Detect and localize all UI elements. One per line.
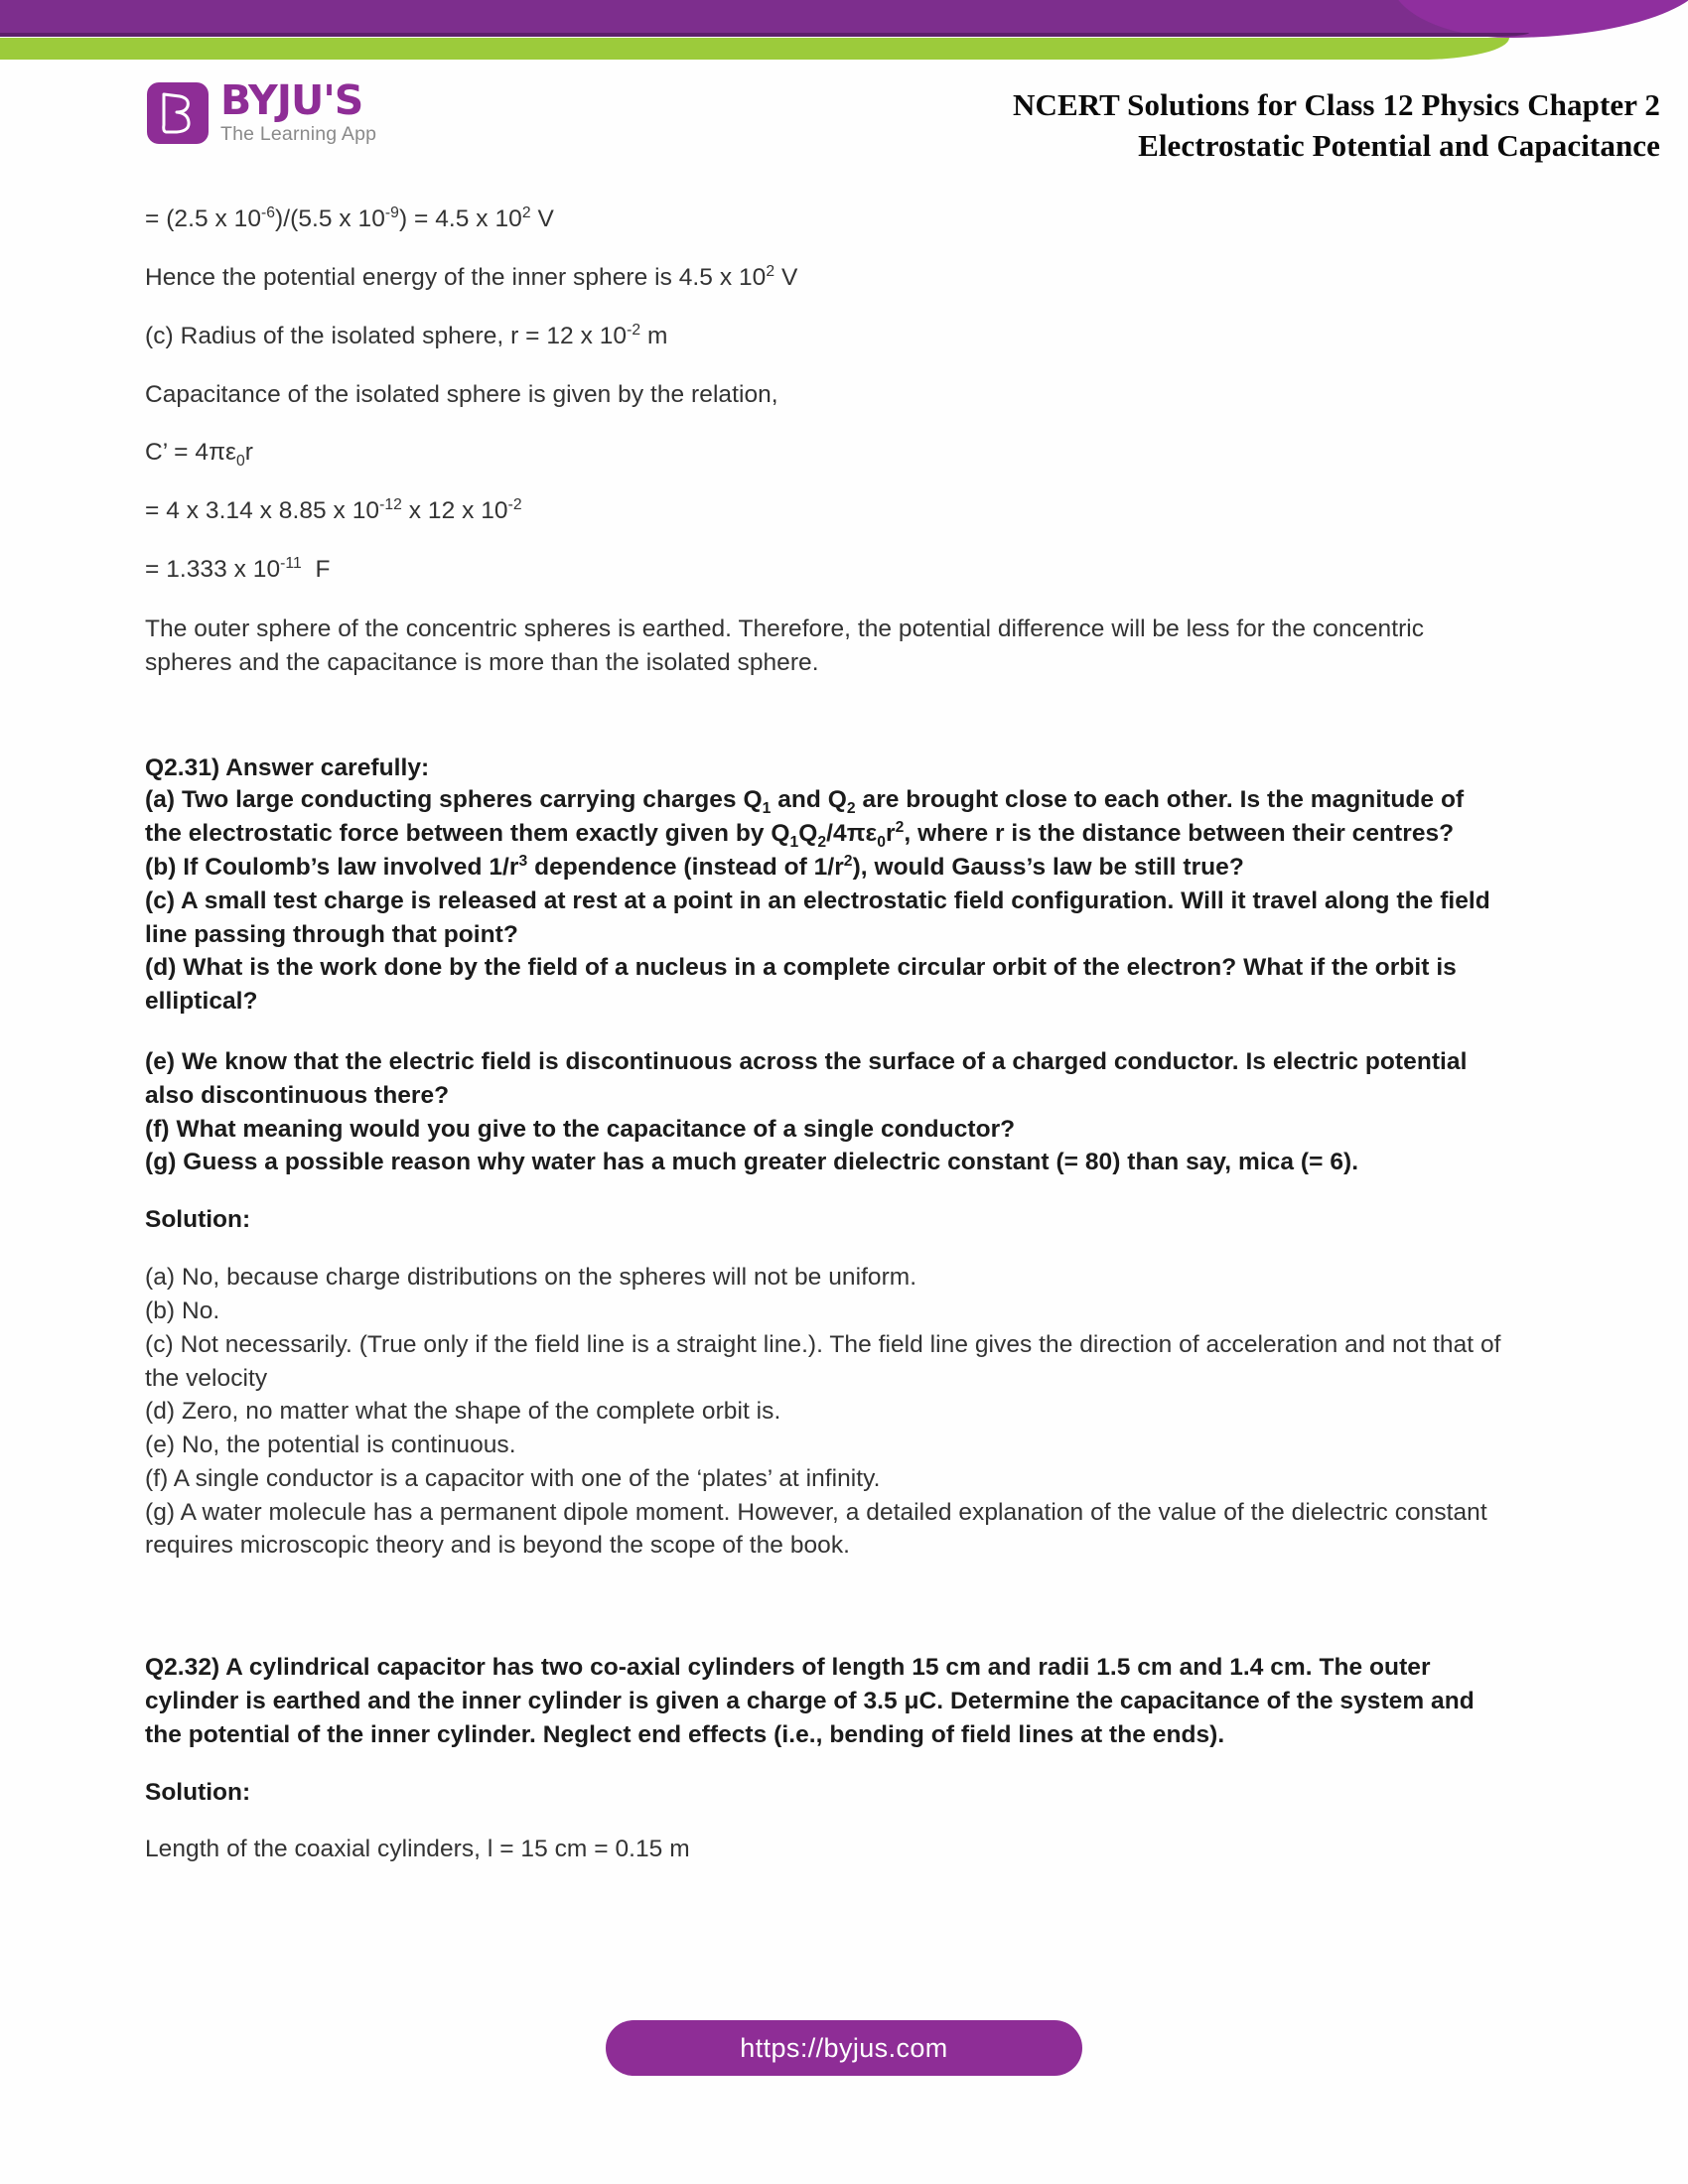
result-line: = 1.333 x $10^{-11}$ F xyxy=(145,554,331,584)
sup-neg2b: -2 xyxy=(507,496,522,514)
sub-2: 2 xyxy=(846,800,856,818)
calc-line-1: = (2.5 x $10^{-6})/(5.5$ x $10^{-9}) = 4.5$ x $10^2$ V xyxy=(145,204,554,232)
sub-1b: 1 xyxy=(789,834,799,852)
q231-answer-c: (c) Not necessarily. (True only if the field line is a straight line.). The field line gives the direction of acceleration and not that of the velocity xyxy=(145,1330,1501,1392)
page-title xyxy=(1013,85,1660,167)
q232-question: Q2.32) A cylindrical capacitor has two co-axial cylinders of length 15 cm and radii 1.5 cm and 1.4 cm. The outer cylinder is earthed and the inner cylinder is given a charge of 3.5 μC. Determine the capacitance of the system and the potential of the inner cylinder. Neglect end effects (i.e., bending of field lines at the ends). xyxy=(145,1654,1475,1748)
q231-part-g: (g) Guess a possible reason why water has a much greater dielectric constant (= 80) than say, mica (= 6). xyxy=(145,1149,1359,1176)
q231-answer-e: (e) No, the potential is continuous. xyxy=(145,1432,516,1459)
green-band xyxy=(0,38,1509,60)
byjus-b-logo-icon xyxy=(147,82,209,144)
sup-neg11: -11 xyxy=(280,554,302,572)
q232-solution-label: Solution: xyxy=(145,1778,251,1806)
b-glyph-icon xyxy=(160,91,194,135)
q231-answer-b: (b) No. xyxy=(145,1297,220,1324)
page-header xyxy=(0,60,1688,163)
sub-0b: 0 xyxy=(877,834,886,852)
sup-2: 2 xyxy=(521,204,531,221)
sup-neg6: -6 xyxy=(261,204,276,221)
q231-part-c: (c) A small test charge is released at rest at a point in an electrostatic field configuration. Will it travel along the field line passing through that point? xyxy=(145,887,1490,948)
substitution-line: = 4 x 3.14 x 8.85 x $10^{-12}$ x 12 x $10^{-2}$ xyxy=(145,496,522,525)
sup-2b: 2 xyxy=(766,262,775,280)
page-title-line1: NCERT Solutions for Class 12 Physics Chapter 2 xyxy=(1012,87,1660,122)
q231-part-d: (d) What is the work done by the field of a nucleus in a complete circular orbit of the electron? What if the orbit is elliptical? xyxy=(145,954,1457,1016)
hence-potential-line: Hence the potential energy of the inner sphere is 4.5 x $10^2$ V xyxy=(145,262,798,291)
radius-isolated-sphere-line: (c) Radius of the isolated sphere, r = 12 x $10^{-2}$ m xyxy=(145,321,668,349)
sup-3: 3 xyxy=(518,852,528,870)
decorative-top-bars xyxy=(0,0,1688,60)
q231-answer-a: (a) No, because charge distributions on the spheres will not be uniform. xyxy=(145,1264,917,1292)
q231-part-b: (b) If Coulomb’s law involved $1/r^3$ dependence (instead of $1/r^2$), would Gauss’s law be still true? xyxy=(145,852,1244,881)
capacitance-formula-line: C’ = $4\pi\varepsilon_0r$ xyxy=(145,439,253,471)
logo-name: BYJU'S xyxy=(220,76,363,124)
q231-heading: Q2.31) Answer carefully: xyxy=(145,753,430,781)
sub-zero: 0 xyxy=(236,453,245,471)
q231-answer-g: (g) A water molecule has a permanent dipole moment. However, a detailed explanation of the value of the dielectric constant requires microscopic theory and is beyond the scope of the book. xyxy=(145,1498,1487,1560)
document-body xyxy=(145,204,1505,1892)
outer-sphere-paragraph: The outer sphere of the concentric spheres is earthed. Therefore, the potential difference will be less for the concentric spheres and the capacitance is more than the isolated sphere. xyxy=(145,614,1425,676)
q231-part-f: (f) What meaning would you give to the capacitance of a single conductor? xyxy=(145,1115,1016,1143)
page-title-line2: Electrostatic Potential and Capacitance xyxy=(1138,127,1660,163)
q231-part-a: (a) Two large conducting spheres carrying charges $Q_1$ and $Q_2$ are brought close to each other. Is the magnitude of the electrostatic force between them exactly given by $Q_1Q_2/4\pi\varepsilon_0r^2$, where r is the distance between their centres? xyxy=(145,786,1465,852)
capacitance-relation-line: Capacitance of the isolated sphere is given by the relation, xyxy=(145,380,778,408)
byjus-logo xyxy=(147,76,377,146)
q231-solution-label: Solution: xyxy=(145,1206,251,1234)
purple-band xyxy=(0,0,1569,34)
sup-2c: 2 xyxy=(895,818,905,836)
section-gap xyxy=(145,707,1505,752)
sub-1: 1 xyxy=(762,800,772,818)
dark-purple-divider xyxy=(0,33,1529,37)
logo-tagline: The Learning App xyxy=(220,122,377,145)
logo-wordmark xyxy=(220,76,377,146)
sup-neg12: -12 xyxy=(379,496,402,514)
sup-neg9: -9 xyxy=(384,204,399,221)
q231-answer-f: (f) A single conductor is a capacitor with one of the ‘plates’ at infinity. xyxy=(145,1464,881,1492)
byjus-url-button[interactable] xyxy=(606,2020,1082,2076)
sub-2b: 2 xyxy=(817,834,827,852)
q231-answer-d: (d) Zero, no matter what the shape of the complete orbit is. xyxy=(145,1398,781,1426)
byjus-url-label: https://byjus.com xyxy=(740,2032,948,2063)
section-gap-2 xyxy=(145,1589,1505,1651)
sup-2d: 2 xyxy=(843,852,853,870)
sup-neg2: -2 xyxy=(627,321,641,339)
q232-length-line: Length of the coaxial cylinders, l = 15 cm = 0.15 m xyxy=(145,1835,690,1862)
q231-part-e: (e) We know that the electric field is discontinuous across the surface of a charged conductor. Is electric potential also discontinuous there? xyxy=(145,1047,1468,1109)
